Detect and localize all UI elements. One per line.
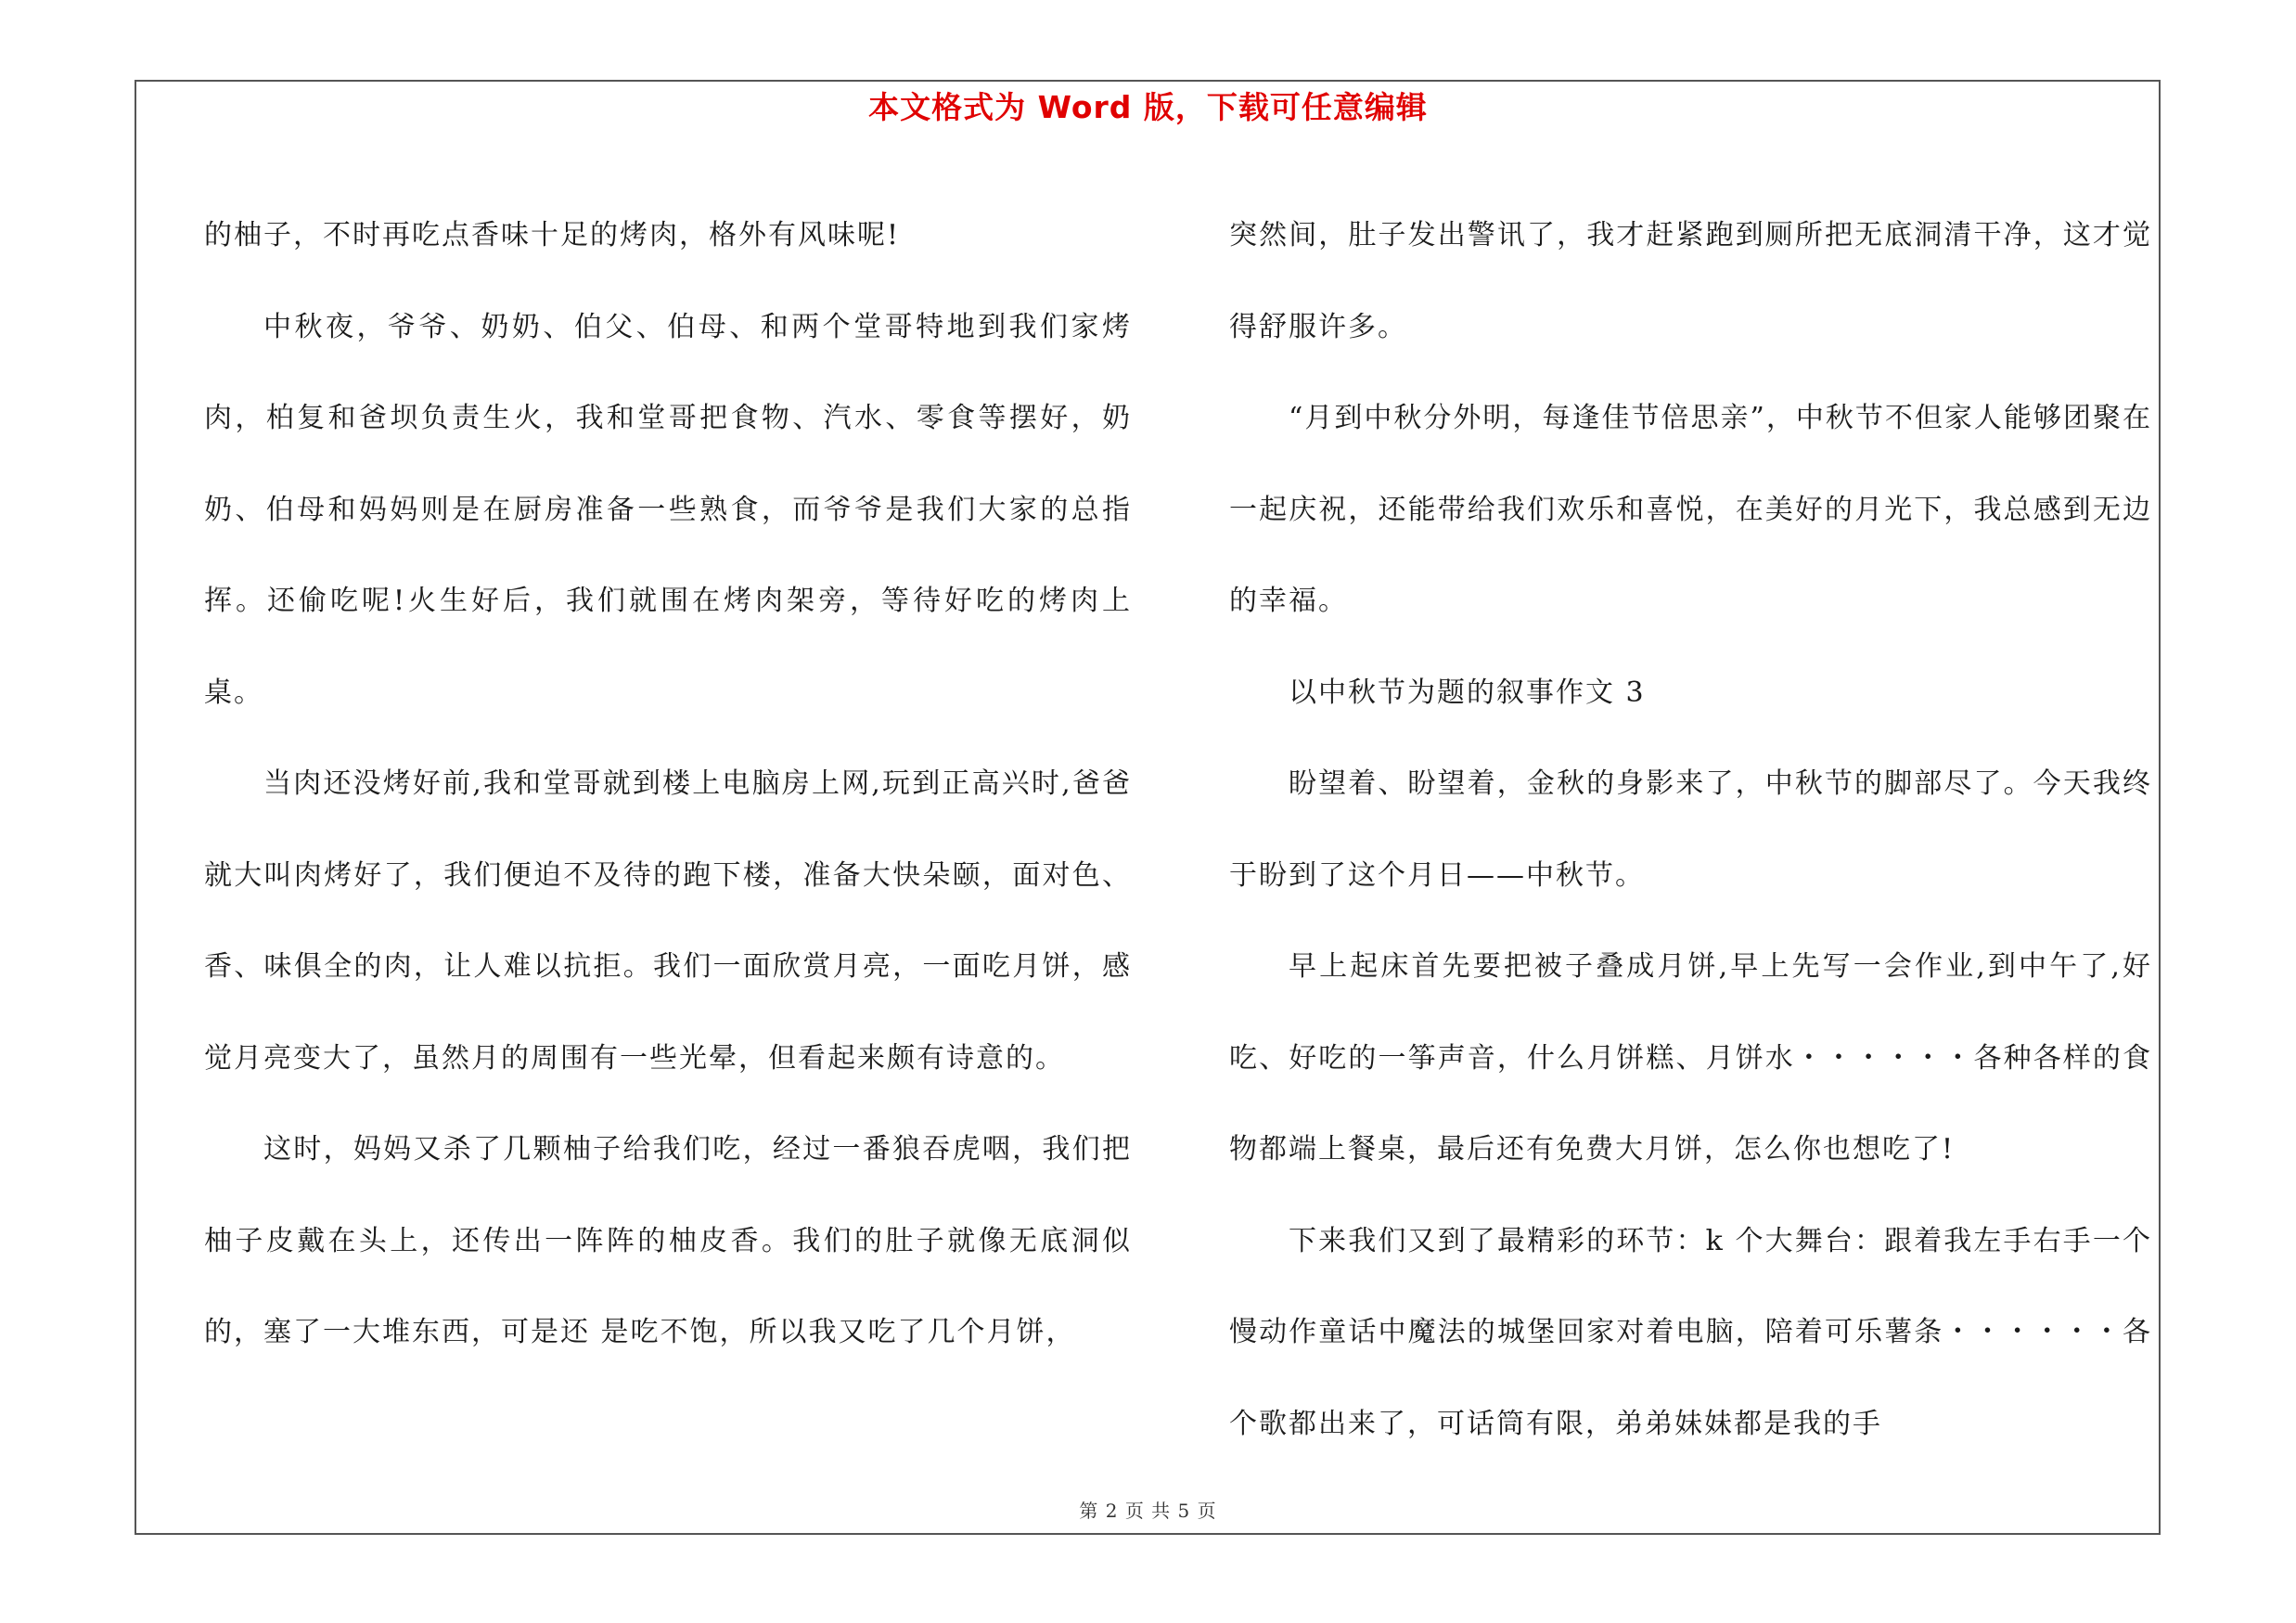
paragraph: 盼望着、盼望着，金秋的身影来了，中秋节的脚部尽了。今天我终于盼到了这个月日——中秋节。 (1229, 767, 2152, 892)
paragraph-continued: 的柚子，不时再吃点香味十足的烤肉，格外有风味呢! (204, 219, 901, 251)
paragraph: 当肉还没烤好前,我和堂哥就到楼上电脑房上网,玩到正高兴时,爸爸就大叫肉烤好了，我们便迫不及待的跑下楼，准备大快朵颐，面对色、香、味俱全的肉，让人难以抗拒。我们一面欣赏月亮，一面吃月饼，感觉月亮变大了，虽然月的周围有一些光晕，但看起来颇有诗意的。 (204, 767, 1132, 1075)
format-notice: 本文格式为 Word 版，下载可任意编辑 (868, 89, 1428, 125)
paragraph-continued: 突然间，肚子发出警讯了，我才赶紧跑到厕所把无底洞清干净，这才觉得舒服许多。 (1229, 219, 2152, 343)
paragraph: 中秋夜，爷爷、奶奶、伯父、伯母、和两个堂哥特地到我们家烤肉，柏复和爸坝负责生火，我和堂哥把食物、汽水、零食等摆好，奶奶、伯母和妈妈则是在厨房准备一些熟食，而爷爷是我们大家的总指挥。还偷吃呢!火生好后，我们就围在烤肉架旁，等待好吃的烤肉上桌。 (204, 310, 1132, 709)
paragraph: “月到中秋分外明，每逢佳节倍思亲”，中秋节不但家人能够团聚在一起庆祝，还能带给我们欢乐和喜悦，在美好的月光下，我总感到无边的幸福。 (1229, 402, 2152, 617)
paragraph: 下来我们又到了最精彩的环节：k 个大舞台：跟着我左手右手一个慢动作童话中魔法的城堡回家对着电脑，陪着可乐薯条・・・・・・各个歌都出来了，可话筒有限，弟弟妹妹都是我的手 (1229, 1224, 2152, 1440)
left-text-column (204, 190, 1132, 1379)
paragraph: 这时，妈妈又杀了几颗柚子给我们吃，经过一番狼吞虎咽，我们把柚子皮戴在头上，还传出一阵阵的柚皮香。我们的肚子就像无底洞似的，塞了一大堆东西，可是还 是吃不饱，所以我又吃了几个月饼， (204, 1133, 1132, 1348)
right-text-column (1229, 190, 2152, 1470)
paragraph: 早上起床首先要把被子叠成月饼,早上先写一会作业,到中午了,好吃、好吃的一筝声音，什么月饼糕、月饼水・・・・・・各种各样的食物都端上餐桌，最后还有免费大月饼，怎么你也想吃了! (1229, 950, 2152, 1166)
section-heading: 以中秋节为题的叙事作文 3 (1289, 676, 1646, 709)
page-number: 第 2 页 共 5 页 (1079, 1500, 1217, 1522)
